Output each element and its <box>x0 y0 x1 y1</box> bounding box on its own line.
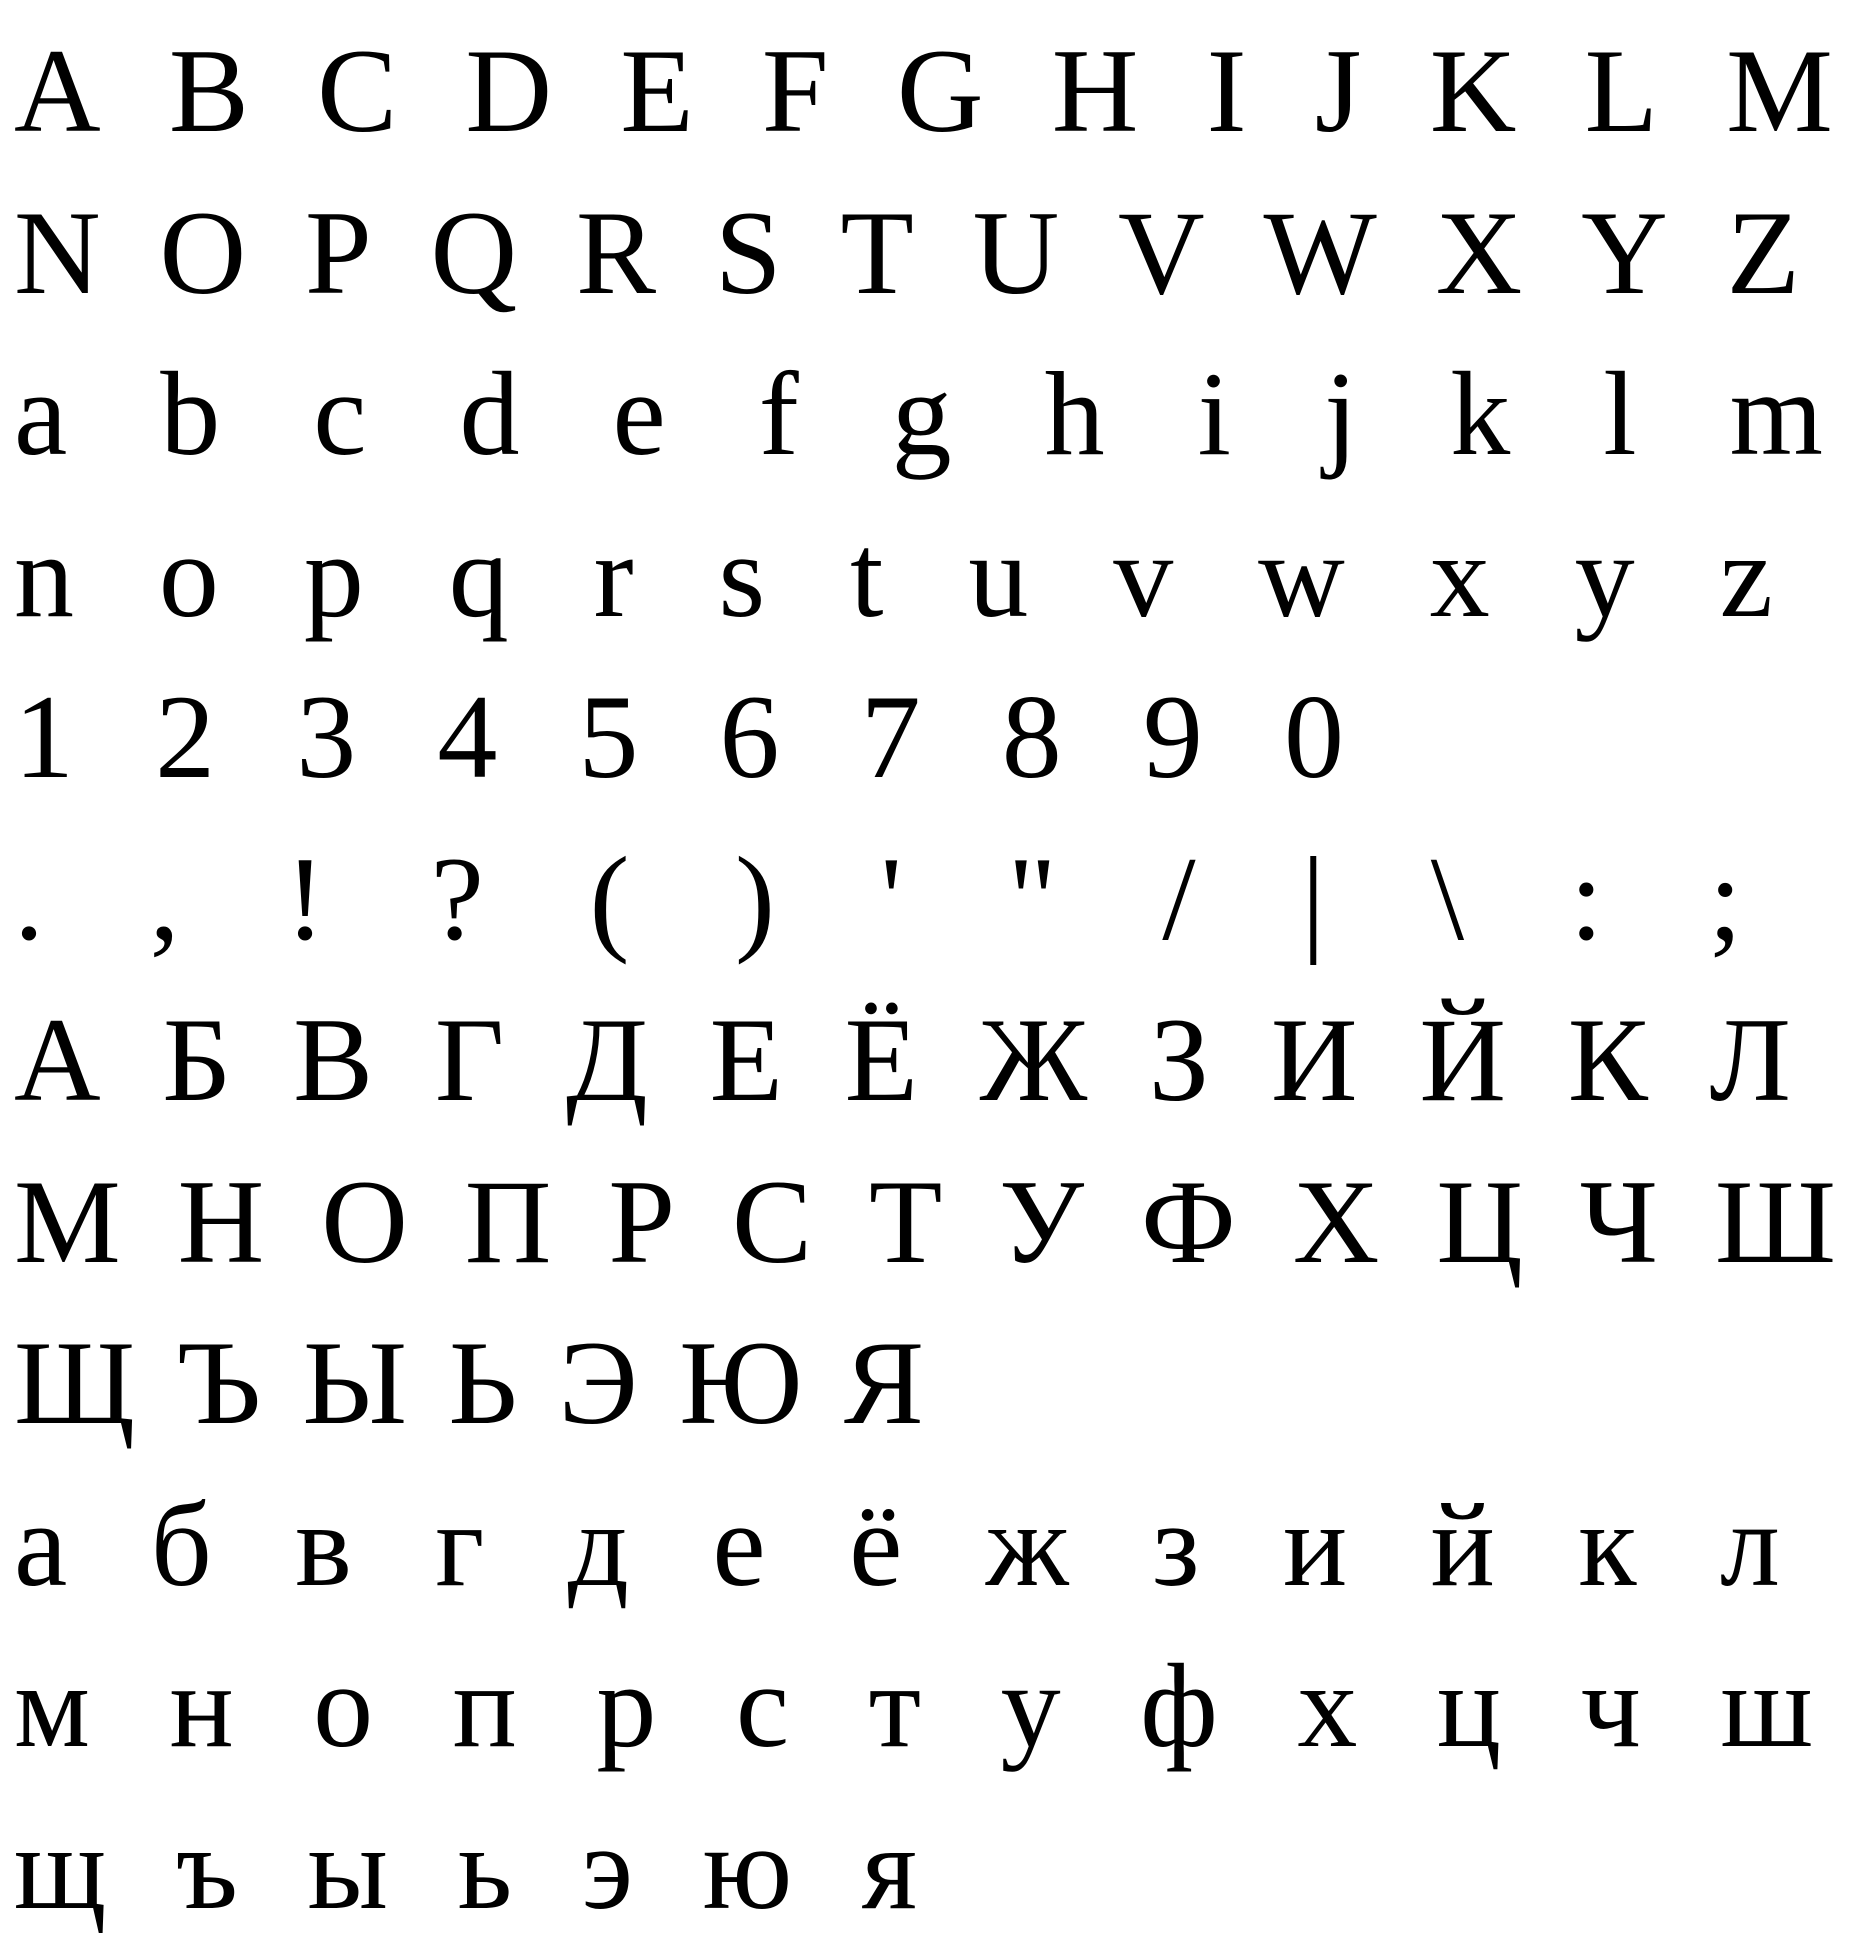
glyph-Щ: Щ <box>14 1316 136 1449</box>
glyph-L: L <box>1584 24 1658 157</box>
glyph-.: . <box>14 831 44 965</box>
glyph-v: v <box>1113 508 1174 642</box>
glyph-р: р <box>596 1639 657 1772</box>
glyph-7: 7 <box>860 670 921 803</box>
glyph-ф: ф <box>1140 1639 1218 1772</box>
glyph-a: a <box>14 347 68 480</box>
glyph-т: т <box>868 1639 922 1772</box>
glyph-": " <box>1007 831 1057 965</box>
glyph-y: y <box>1574 508 1635 642</box>
glyph-1: 1 <box>14 670 74 803</box>
glyph-ю: ю <box>702 1800 793 1934</box>
glyph-q: q <box>448 508 509 642</box>
glyph-Ч: Ч <box>1579 1154 1658 1288</box>
glyph-з: з <box>1152 1477 1200 1611</box>
glyph-C: C <box>317 24 398 157</box>
glyph-Ш: Ш <box>1714 1154 1836 1288</box>
glyph-d: d <box>459 347 520 480</box>
glyph-Р: Р <box>608 1154 676 1288</box>
glyph-ч: ч <box>1580 1639 1641 1772</box>
glyph-А: А <box>14 993 101 1126</box>
glyph-(: ( <box>589 831 630 965</box>
glyph-row-cyrillic-lowercase-1 <box>14 1464 1780 1626</box>
glyph-row-latin-lowercase-1 <box>14 333 1823 495</box>
glyph-e: e <box>612 347 666 480</box>
glyph-ц: ц <box>1436 1639 1502 1772</box>
glyph-2: 2 <box>155 670 216 803</box>
glyph-у: у <box>1000 1639 1061 1772</box>
glyph-I: I <box>1206 24 1247 157</box>
glyph-З: З <box>1149 993 1210 1126</box>
glyph-\: \ <box>1430 831 1465 965</box>
glyph-Ц: Ц <box>1436 1154 1524 1288</box>
glyph-К: К <box>1567 993 1648 1126</box>
glyph-': ' <box>880 831 903 965</box>
glyph-row-latin-lowercase-2 <box>14 495 1773 657</box>
glyph-F: F <box>761 24 829 157</box>
glyph-я: я <box>861 1800 917 1934</box>
glyph-j: j <box>1323 347 1358 480</box>
glyph-Ф: Ф <box>1141 1154 1236 1288</box>
glyph-o: o <box>158 508 219 642</box>
glyph-T: T <box>840 185 914 319</box>
glyph-Ё: Ё <box>844 993 918 1126</box>
glyph-n: n <box>14 508 74 642</box>
glyph-и: и <box>1282 1477 1348 1611</box>
glyph-/: / <box>1162 831 1196 965</box>
glyph-х: х <box>1297 1639 1358 1772</box>
glyph-ё: ё <box>849 1477 903 1611</box>
glyph-Х: Х <box>1292 1154 1380 1288</box>
glyph-u: u <box>968 508 1029 642</box>
glyph-9: 9 <box>1142 670 1203 803</box>
glyph-f: f <box>758 347 799 480</box>
glyph-s: s <box>718 508 766 642</box>
glyph-с: с <box>735 1639 790 1772</box>
glyph-M: M <box>1726 24 1833 157</box>
glyph-н: н <box>169 1639 234 1772</box>
glyph-к: к <box>1578 1477 1637 1611</box>
glyph-,: , <box>149 831 180 965</box>
glyph-K: K <box>1429 24 1517 157</box>
glyph-k: k <box>1450 347 1511 480</box>
glyph-B: B <box>168 24 249 157</box>
glyph-Е: Е <box>709 993 783 1126</box>
glyph-8: 8 <box>1001 670 1062 803</box>
glyph-Й: Й <box>1419 993 1506 1126</box>
glyph-): ) <box>735 831 775 965</box>
glyph-Ь: Ь <box>448 1316 518 1449</box>
glyph-D: D <box>465 24 553 157</box>
glyph-м: м <box>14 1639 90 1772</box>
glyph-е: е <box>712 1477 766 1611</box>
glyph-X: X <box>1435 185 1523 319</box>
glyph-Ю: Ю <box>679 1316 803 1449</box>
glyph-э: э <box>581 1800 634 1934</box>
glyph-h: h <box>1044 347 1105 480</box>
glyph-N: N <box>14 185 101 319</box>
glyph-Д: Д <box>566 993 648 1126</box>
glyph-л: л <box>1719 1477 1780 1611</box>
glyph-?: ? <box>430 831 484 965</box>
glyph-row-latin-uppercase-1 <box>14 10 1833 172</box>
glyph-В: В <box>293 993 374 1126</box>
glyph-row-cyrillic-lowercase-2 <box>14 1625 1813 1787</box>
glyph-Т: Т <box>868 1154 943 1288</box>
glyph-J: J <box>1314 24 1362 157</box>
glyph-С: С <box>732 1154 813 1288</box>
glyph-Y: Y <box>1581 185 1668 319</box>
glyph-М: М <box>14 1154 121 1288</box>
glyph-П: П <box>464 1154 552 1288</box>
glyph-x: x <box>1429 508 1490 642</box>
glyph-ь: ь <box>457 1800 513 1934</box>
glyph-E: E <box>620 24 694 157</box>
glyph-c: c <box>313 347 367 480</box>
glyph-г: г <box>435 1477 485 1611</box>
glyph-4: 4 <box>437 670 498 803</box>
glyph-:: : <box>1569 831 1604 965</box>
glyph-Н: Н <box>177 1154 265 1288</box>
glyph-Б: Б <box>162 993 232 1126</box>
glyph-g: g <box>891 347 952 480</box>
glyph-Ы: Ы <box>302 1316 408 1449</box>
glyph-row-punctuation <box>14 818 1742 980</box>
glyph-в: в <box>295 1477 352 1611</box>
glyph-row-cyrillic-uppercase-3 <box>14 1302 924 1464</box>
glyph-Q: Q <box>430 185 518 319</box>
glyph-Ж: Ж <box>979 993 1088 1126</box>
glyph-ш: ш <box>1720 1639 1813 1772</box>
glyph-row-cyrillic-lowercase-3 <box>14 1787 917 1949</box>
glyph-ж: ж <box>985 1477 1069 1611</box>
glyph-W: W <box>1263 185 1377 319</box>
glyph-row-cyrillic-uppercase-2 <box>14 1141 1836 1303</box>
glyph-|: | <box>1301 831 1326 965</box>
glyph-t: t <box>850 508 884 642</box>
glyph-z: z <box>1719 508 1773 642</box>
glyph-row-digits <box>14 656 1344 818</box>
glyph-p: p <box>303 508 364 642</box>
glyph-И: И <box>1270 993 1358 1126</box>
glyph-У: У <box>999 1154 1085 1288</box>
glyph-Л: Л <box>1709 993 1791 1126</box>
glyph-;: ; <box>1708 831 1742 965</box>
glyph-Я: Я <box>843 1316 924 1449</box>
glyph-S: S <box>714 185 782 319</box>
glyph-H: H <box>1051 24 1139 157</box>
glyph-ы: ы <box>307 1800 388 1934</box>
glyph-о: о <box>313 1639 374 1772</box>
glyph-U: U <box>972 185 1060 319</box>
glyph-G: G <box>896 24 984 157</box>
glyph-д: д <box>567 1477 629 1611</box>
glyph-Ъ: Ъ <box>176 1316 262 1449</box>
glyph-5: 5 <box>578 670 639 803</box>
glyph-A: A <box>14 24 101 157</box>
glyph-й: й <box>1430 1477 1495 1611</box>
glyph-Э: Э <box>558 1316 638 1449</box>
glyph-ъ: ъ <box>175 1800 238 1934</box>
glyph-i: i <box>1197 347 1231 480</box>
glyph-щ: щ <box>14 1800 107 1934</box>
glyph-б: б <box>150 1477 212 1611</box>
glyph-!: ! <box>285 831 326 965</box>
glyph-l: l <box>1603 347 1637 480</box>
glyph-Г: Г <box>434 993 505 1126</box>
glyph-m: m <box>1729 347 1823 480</box>
glyph-R: R <box>576 185 657 319</box>
glyph-r: r <box>593 508 634 642</box>
glyph-P: P <box>304 185 372 319</box>
glyph-b: b <box>160 347 221 480</box>
glyph-0: 0 <box>1283 670 1344 803</box>
glyph-6: 6 <box>719 670 780 803</box>
glyph-О: О <box>321 1154 408 1288</box>
glyph-row-cyrillic-uppercase-1 <box>14 979 1791 1141</box>
glyph-а: а <box>14 1477 68 1611</box>
glyph-w: w <box>1258 508 1345 642</box>
glyph-Z: Z <box>1726 185 1800 319</box>
glyph-п: п <box>452 1639 517 1772</box>
glyph-V: V <box>1118 185 1205 319</box>
glyph-O: O <box>159 185 247 319</box>
glyph-3: 3 <box>296 670 357 803</box>
glyph-row-latin-uppercase-2 <box>14 172 1800 334</box>
